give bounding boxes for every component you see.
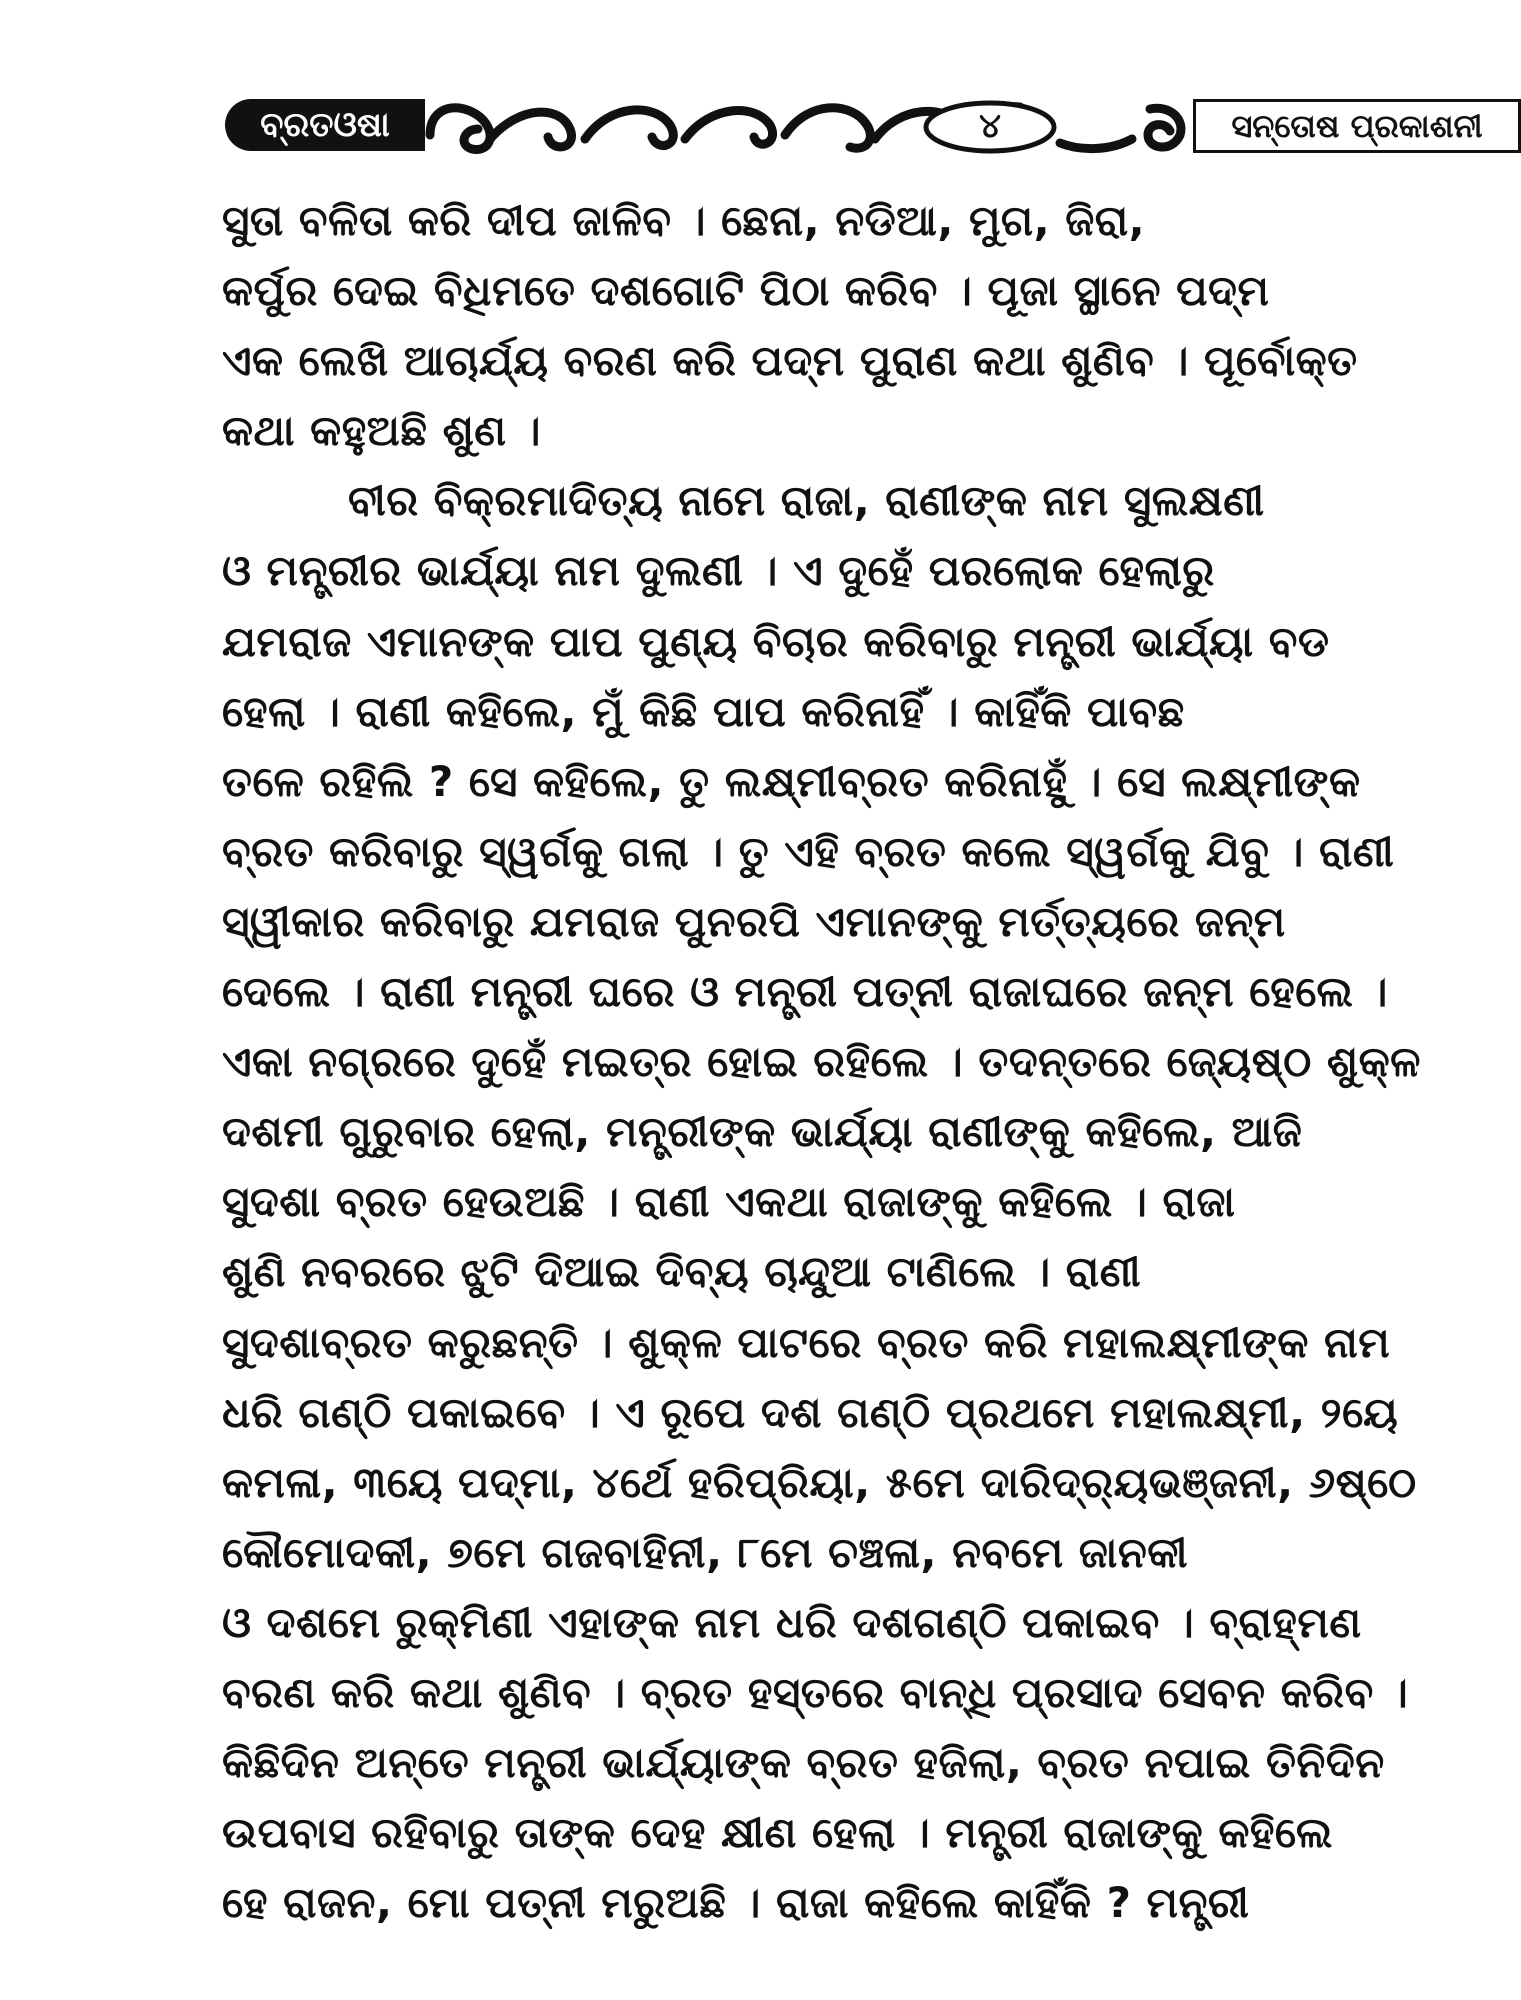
text-line: କର୍ପୁର ଦେଇ ବିଧିମତେ ଦଶଗୋଟି ପିଠା କରିବ । ପୂଜା ସ୍ଥାନେ ପଦ୍ମ [222, 266, 1270, 316]
text-line: ଓ ଦଶମେ ରୁକ୍ମିଣୀ ଏହାଙ୍କ ନାମ ଧରି ଦଶଗଣ୍ଠି ପକାଇବ । ବ୍ରାହ୍ମଣ [222, 1597, 1362, 1647]
text-line: ଦଶମୀ ଗୁରୁବାର ହେଲା, ମନ୍ତ୍ରୀଙ୍କ ଭାର୍ଯ୍ୟା ରାଣୀଙ୍କୁ କହିଲେ, ଆଜି [222, 1107, 1303, 1157]
text-line: କମଳା, ୩ୟେ ପଦ୍ମା, ୪ର୍ଥେ ହରିପ୍ରିୟା, ୫ମେ ଦାରିଦ୍ର୍ୟଭଞ୍ଜନୀ, ୬ଷ୍ଠେ [222, 1457, 1417, 1507]
book-title-badge: ବ୍ରତଓଷା [225, 99, 425, 151]
text-line: ସୁଦଶା ବ୍ରତ ହେଉଅଛି । ରାଣୀ ଏକଥା ରାଜାଙ୍କୁ କହିଲେ । ରାଜା [222, 1177, 1236, 1227]
text-line: କୌମୋଦକୀ, ୭ମେ ଗଜବାହିନୀ, ୮ମେ ଚଞ୍ଚଳା, ନବମେ ଜାନକୀ [222, 1527, 1188, 1577]
text-line: ସୁତା ବଳିତା କରି ଦୀପ ଜାଳିବ । ଛେନା, ନଡିଆ, ମୁଗ, ଜିରା, [222, 196, 1146, 245]
text-line: ତଳେ ରହିଲି ? ସେ କହିଲେ, ତୁ ଲକ୍ଷ୍ମୀବ୍ରତ କରିନାହୁଁ । ସେ ଲକ୍ଷ୍ମୀଙ୍କ [222, 756, 1361, 806]
page-body-text [222, 186, 1422, 1938]
text-line: ସ୍ୱୀକାର କରିବାରୁ ଯମରାଜ ପୁନରପି ଏମାନଙ୍କୁ ମର୍ତ୍ତ୍ୟରେ ଜନ୍ମ [222, 896, 1286, 946]
text-line: ବରଣ କରି କଥା ଶୁଣିବ । ବ୍ରତ ହସ୍ତରେ ବାନ୍ଧି ପ୍ରସାଦ ସେବନ କରିବ । [222, 1667, 1409, 1717]
page-number: ୪ [979, 106, 1001, 146]
text-line: ଓ ମନ୍ତ୍ରୀର ଭାର୍ଯ୍ୟା ନାମ ଦୁଲଣୀ । ଏ ଦୁହେଁ ପରଲୋକ ହେଲାରୁ [222, 546, 1215, 596]
paragraph-start-line: ବୀର ବିକ୍ରମାଦିତ୍ୟ ନାମେ ରାଜା, ରାଣୀଙ୍କ ନାମ ସୁଲକ୍ଷଣୀ [348, 476, 1265, 526]
text-line: ଧରି ଗଣ୍ଠି ପକାଇବେ । ଏ ରୂପେ ଦଶ ଗଣ୍ଠି ପ୍ରଥମେ ମହାଲକ୍ଷ୍ମୀ, ୨ୟେ [222, 1387, 1399, 1437]
text-line: କଥା କହୁଅଛି ଶୁଣ । [222, 406, 542, 456]
text-line: ଏକ ଲେଖି ଆଚାର୍ଯ୍ୟ ବରଣ କରି ପଦ୍ମ ପୁରାଣ କଥା ଶୁଣିବ । ପୂର୍ବୋକ୍ତ [222, 336, 1358, 386]
text-line: ଏକା ନଗ୍ରରେ ଦୁହେଁ ମଇତ୍ର ହୋଇ ରହିଲେ । ତଦନ୍ତରେ ଜ୍ୟେଷ୍ଠ ଶୁକ୍ଳ [222, 1037, 1422, 1087]
text-line: ଦେଲେ । ରାଣୀ ମନ୍ତ୍ରୀ ଘରେ ଓ ମନ୍ତ୍ରୀ ପତ୍ନୀ ରାଜାଘରେ ଜନ୍ମ ହେଲେ । [222, 967, 1388, 1017]
text-line: ଉପବାସ ରହିବାରୁ ତାଙ୍କ ଦେହ କ୍ଷୀଣ ହେଲା । ମନ୍ତ୍ରୀ ରାଜାଙ୍କୁ କହିଲେ [222, 1808, 1333, 1858]
text-line: ଶୁଣି ନବରରେ ଝୁଟି ଦିଆଇ ଦିବ୍ୟ ଚାନ୍ଦୁଆ ଟାଣିଲେ । ରାଣୀ [222, 1247, 1142, 1297]
text-line: ହେଲା । ରାଣୀ କହିଲେ, ମୁଁ କିଛି ପାପ କରିନାହିଁ । କାହିଁକି ପାବଛ [222, 686, 1185, 736]
publisher-label: ସନ୍ତୋଷ ପ୍ରକାଶନୀ [1193, 99, 1521, 153]
text-line: କିଛିଦିନ ଅନ୍ତେ ମନ୍ତ୍ରୀ ଭାର୍ଯ୍ୟାଙ୍କ ବ୍ରତ ହଜିଲା, ବ୍ରତ ନପାଇ ତିନିଦିନ [222, 1738, 1385, 1788]
text-line: ଯମରାଜ ଏମାନଙ୍କ ପାପ ପୁଣ୍ୟ ବିଚାର କରିବାରୁ ମନ୍ତ୍ରୀ ଭାର୍ଯ୍ୟା ବଡ [222, 616, 1330, 666]
decorative-scroll-ornament [420, 95, 1190, 159]
page-header [225, 95, 1483, 165]
text-line: ବ୍ରତ କରିବାରୁ ସ୍ୱର୍ଗକୁ ଗଲା । ତୁ ଏହି ବ୍ରତ କଲେ ସ୍ୱର୍ଗକୁ ଯିବୁ । ରାଣୀ [222, 826, 1395, 876]
text-line: ହେ ରାଜନ, ମୋ ପତ୍ନୀ ମରୁଅଛି । ରାଜା କହିଲେ କାହିଁକି ? ମନ୍ତ୍ରୀ [222, 1878, 1250, 1928]
text-line: ସୁଦଶାବ୍ରତ କରୁଛନ୍ତି । ଶୁକ୍ଳ ପାଟରେ ବ୍ରତ କରି ମହାଲକ୍ଷ୍ମୀଙ୍କ ନାମ [222, 1317, 1391, 1367]
